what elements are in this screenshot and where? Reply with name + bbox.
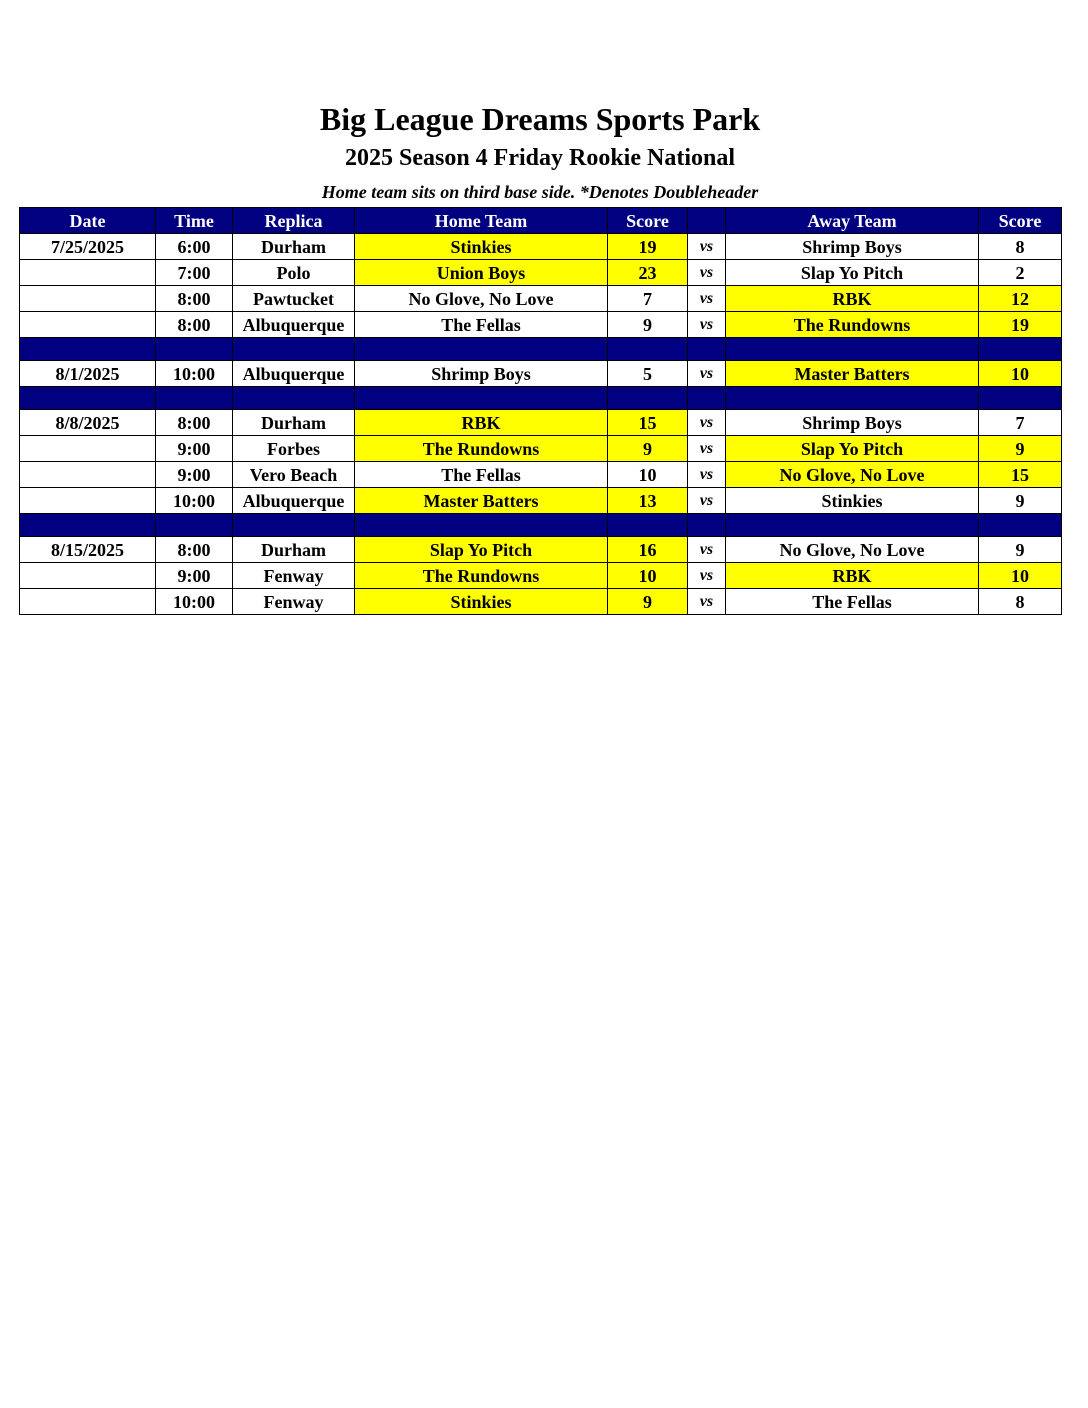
home-team: Union Boys	[355, 260, 608, 286]
table-row	[20, 410, 1062, 436]
separator-cell	[979, 387, 1062, 410]
table-row	[20, 462, 1062, 488]
separator-cell	[726, 338, 979, 361]
away-team: Shrimp Boys	[726, 234, 979, 260]
game-time: 8:00	[156, 312, 233, 338]
separator-cell	[979, 338, 1062, 361]
home-score: 23	[608, 260, 688, 286]
separator-row	[20, 338, 1062, 361]
vs-label: vs	[688, 436, 726, 462]
away-team: No Glove, No Love	[726, 537, 979, 563]
separator-cell	[233, 387, 355, 410]
game-time: 9:00	[156, 436, 233, 462]
away-score: 7	[979, 410, 1062, 436]
home-score: 13	[608, 488, 688, 514]
page-subtitle: 2025 Season 4 Friday Rookie National	[344, 145, 736, 171]
game-date: 8/8/2025	[20, 410, 156, 436]
separator-cell	[688, 514, 726, 537]
game-date	[20, 260, 156, 286]
away-score: 10	[979, 361, 1062, 387]
separator-cell	[355, 514, 608, 537]
game-date: 8/1/2025	[20, 361, 156, 387]
away-score: 8	[979, 234, 1062, 260]
table-row	[20, 589, 1062, 615]
away-score: 9	[979, 436, 1062, 462]
vs-label: vs	[688, 537, 726, 563]
separator-cell	[20, 387, 156, 410]
vs-label: vs	[688, 260, 726, 286]
home-score: 9	[608, 589, 688, 615]
separator-cell	[608, 387, 688, 410]
game-replica: Durham	[233, 410, 355, 436]
away-score: 10	[979, 563, 1062, 589]
game-replica: Vero Beach	[233, 462, 355, 488]
game-time: 9:00	[156, 563, 233, 589]
vs-label: vs	[688, 410, 726, 436]
separator-cell	[355, 387, 608, 410]
vs-label: vs	[688, 563, 726, 589]
game-replica: Fenway	[233, 589, 355, 615]
separator-cell	[688, 387, 726, 410]
away-team: Shrimp Boys	[726, 410, 979, 436]
col-header-vs	[688, 208, 726, 234]
home-team: The Rundowns	[355, 563, 608, 589]
col-header-time: Time	[156, 208, 233, 234]
away-score: 15	[979, 462, 1062, 488]
vs-label: vs	[688, 312, 726, 338]
away-score: 19	[979, 312, 1062, 338]
game-date	[20, 312, 156, 338]
table-row	[20, 563, 1062, 589]
game-time: 10:00	[156, 589, 233, 615]
home-score: 9	[608, 436, 688, 462]
table-row	[20, 436, 1062, 462]
game-replica: Pawtucket	[233, 286, 355, 312]
away-team: Slap Yo Pitch	[726, 260, 979, 286]
col-header-home-score: Score	[608, 208, 688, 234]
col-header-away-team: Away Team	[726, 208, 979, 234]
home-team: Stinkies	[355, 589, 608, 615]
game-date	[20, 563, 156, 589]
vs-label: vs	[688, 589, 726, 615]
away-team: RBK	[726, 286, 979, 312]
separator-cell	[608, 514, 688, 537]
col-header-home-team: Home Team	[355, 208, 608, 234]
away-score: 12	[979, 286, 1062, 312]
away-team: RBK	[726, 563, 979, 589]
table-header-row	[20, 208, 1062, 234]
away-score: 2	[979, 260, 1062, 286]
separator-cell	[688, 338, 726, 361]
separator-row	[20, 514, 1062, 537]
table-row	[20, 234, 1062, 260]
home-team: RBK	[355, 410, 608, 436]
home-score: 9	[608, 312, 688, 338]
away-team: Stinkies	[726, 488, 979, 514]
home-score: 19	[608, 234, 688, 260]
game-date	[20, 462, 156, 488]
page-note: Home team sits on third base side. *Denotes Doubleheader	[321, 182, 759, 202]
schedule-table	[19, 207, 1062, 615]
table-row	[20, 312, 1062, 338]
vs-label: vs	[688, 462, 726, 488]
game-replica: Albuquerque	[233, 361, 355, 387]
game-date	[20, 286, 156, 312]
game-replica: Forbes	[233, 436, 355, 462]
home-score: 10	[608, 563, 688, 589]
separator-cell	[726, 387, 979, 410]
home-team: Shrimp Boys	[355, 361, 608, 387]
vs-label: vs	[688, 361, 726, 387]
game-time: 8:00	[156, 410, 233, 436]
separator-cell	[233, 514, 355, 537]
game-time: 10:00	[156, 488, 233, 514]
game-replica: Albuquerque	[233, 488, 355, 514]
separator-cell	[355, 338, 608, 361]
home-score: 10	[608, 462, 688, 488]
col-header-away-score: Score	[979, 208, 1062, 234]
table-row	[20, 286, 1062, 312]
game-time: 6:00	[156, 234, 233, 260]
away-team: No Glove, No Love	[726, 462, 979, 488]
vs-label: vs	[688, 286, 726, 312]
home-score: 5	[608, 361, 688, 387]
vs-label: vs	[688, 488, 726, 514]
home-team: The Rundowns	[355, 436, 608, 462]
vs-label: vs	[688, 234, 726, 260]
away-team: The Rundowns	[726, 312, 979, 338]
game-replica: Albuquerque	[233, 312, 355, 338]
game-date	[20, 436, 156, 462]
home-team: Slap Yo Pitch	[355, 537, 608, 563]
game-replica: Fenway	[233, 563, 355, 589]
game-date	[20, 589, 156, 615]
away-score: 9	[979, 488, 1062, 514]
separator-cell	[608, 338, 688, 361]
separator-cell	[20, 514, 156, 537]
separator-row	[20, 387, 1062, 410]
game-time: 10:00	[156, 361, 233, 387]
home-score: 7	[608, 286, 688, 312]
away-team: Master Batters	[726, 361, 979, 387]
separator-cell	[979, 514, 1062, 537]
game-replica: Durham	[233, 537, 355, 563]
away-team: The Fellas	[726, 589, 979, 615]
game-time: 8:00	[156, 286, 233, 312]
col-header-date: Date	[20, 208, 156, 234]
schedule-body	[20, 234, 1062, 615]
page-title: Big League Dreams Sports Park	[319, 101, 761, 137]
table-row	[20, 537, 1062, 563]
home-score: 15	[608, 410, 688, 436]
game-date	[20, 488, 156, 514]
col-header-replica: Replica	[233, 208, 355, 234]
game-time: 7:00	[156, 260, 233, 286]
away-score: 8	[979, 589, 1062, 615]
table-row	[20, 361, 1062, 387]
game-date: 7/25/2025	[20, 234, 156, 260]
game-replica: Durham	[233, 234, 355, 260]
separator-cell	[726, 514, 979, 537]
home-team: The Fellas	[355, 312, 608, 338]
home-team: The Fellas	[355, 462, 608, 488]
separator-cell	[20, 338, 156, 361]
game-date: 8/15/2025	[20, 537, 156, 563]
game-time: 8:00	[156, 537, 233, 563]
game-replica: Polo	[233, 260, 355, 286]
away-score: 9	[979, 537, 1062, 563]
table-row	[20, 260, 1062, 286]
table-row	[20, 488, 1062, 514]
home-team: No Glove, No Love	[355, 286, 608, 312]
separator-cell	[233, 338, 355, 361]
separator-cell	[156, 387, 233, 410]
away-team: Slap Yo Pitch	[726, 436, 979, 462]
home-score: 16	[608, 537, 688, 563]
home-team: Master Batters	[355, 488, 608, 514]
separator-cell	[156, 338, 233, 361]
separator-cell	[156, 514, 233, 537]
game-time: 9:00	[156, 462, 233, 488]
home-team: Stinkies	[355, 234, 608, 260]
